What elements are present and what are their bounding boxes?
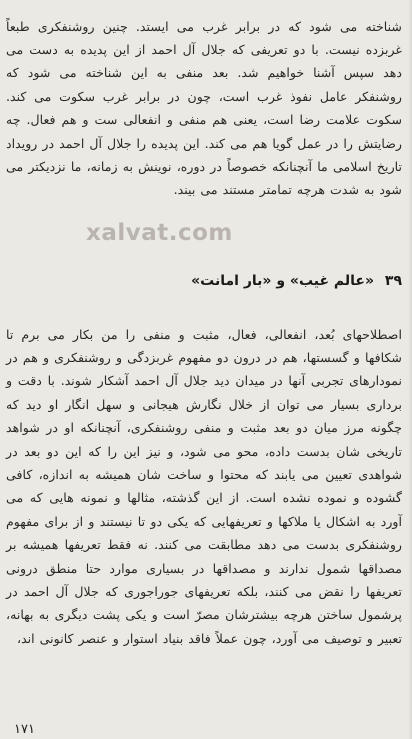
section-number: ۳۹ (384, 273, 402, 289)
section-title: «عالم غیب» و «بار امانت» (191, 273, 375, 289)
watermark: xalvat.com (86, 220, 233, 246)
page-number: ۱۷۱ (14, 722, 35, 737)
page-gutter-shadow (408, 0, 412, 739)
paragraph-top: شناخته می شود که در برابر غرب می ایستد. چنین روشنفکری طبعاً غربزده نیست. با دو تعریفی که جلال آل احمد از این پدیده به دست می دهد سپس آشنا خواهیم شد. بعد منفی به این شناخته می شود که روشنفکر عامل نفوذ غرب است، چون در برابر غرب سکوت می کند. سکوت علامت رضا است، یعنی هم منفی و انفعالی ست و هم فعال. چه رضایتش را در عمل گویا هم می کند. این پدیده را جلال آل احمد در رویداد تاریخ اسلامی ما آنچنانکه خصوصاً در دوره، نوینش به زمانه، ما نزدیکتر می شود به شدت هرچه تمامتر مستند می بیند. (6, 18, 402, 198)
paragraph-bottom: اصطلاحهای بُعد، انفعالی، فعال، مثبت و منفی را من بکار می برم تا شکافها و گسستها، هم در درون دو مفهوم غربزدگی و روشنفکری و هم در نمودارهای تجربی آنها در میدان دید جلال آل احمد آشکار شوند. با دقت و برداری بسیار می توان از خلال نگارش هیجانی و سهل انگار او دید که چگونه مرز میان دو بعد مثبت و منفی روشنفکری، آنچنانکه او در شواهد تاریخی شان بدست داده، محو می شود، و نیز این را که این دو بعد در شواهدی تعیین می یابند که محتوا و ساخت شان همیشه به اندازه، کافی گشوده و نموده نشده است. از این گذشته، مثالها و نمونه هایی که می آورد به اشکال یا ملاکها و تعریفهایی که یکی دو تا نیستند و از برای مفهوم روشنفکری بدست می دهد مطابقت می کنند. نه فقط تعریفها همیشه بر مصداقها شمول ندارند و مصداقها در بسیاری موارد حتا منطق درونی تعریفها را نقض می کنند، بلکه تعریفهای جوراجوری که جلال آل احمد در پرشمول ساختن هرچه بیشترشان مصرّ است و یکی پشت دیگری به بهانه، تعبیر و توصیف می آورد، چون عملاً فاقد بنیاد استوار و عنصر کانونی اند، (6, 326, 402, 646)
section-heading (191, 273, 402, 289)
